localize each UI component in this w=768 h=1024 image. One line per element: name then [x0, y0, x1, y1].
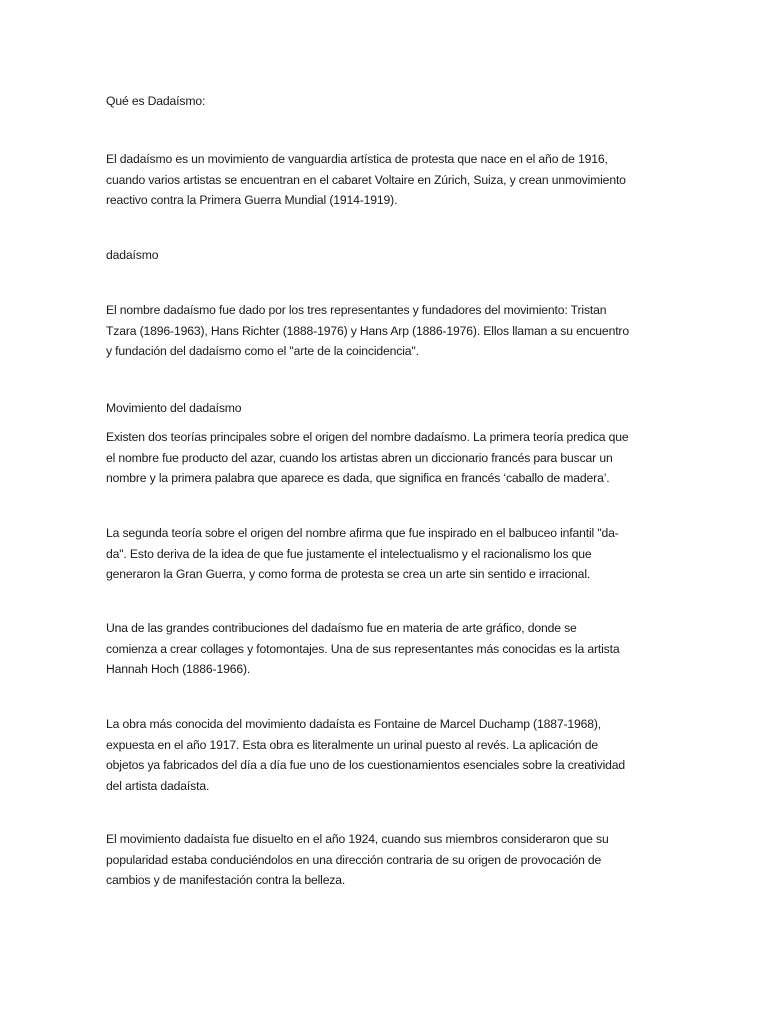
paragraph-first-theory: Existen dos teorías principales sobre el origen del nombre dadaísmo. La primera teoría predica que el nombre fue producto del azar, cuando los artistas abren un diccionario francés para buscar un nombre y la primera palabra que aparece es dada, que significa en francés ‘caballo de madera’. — [106, 430, 629, 485]
paragraph-dissolution: El movimiento dadaísta fue disuelto en el año 1924, cuando sus miembros consideraron que su popularidad estaba conduciéndolos en una dirección contraria de su origen de provocación de cambios y de manifestación contra la belleza. — [106, 832, 609, 887]
paragraph-duchamp: La obra más conocida del movimiento dadaísta es Fontaine de Marcel Duchamp (1887-1968), expuesta en el año 1917. Esta obra es literalmente un urinal puesto al revés. La aplicación de objetos ya fabricados del día a día fue uno de los cuestionamientos esenciales sobre la creatividad del artista dadaísta. — [106, 717, 626, 793]
paragraph-intro: El dadaísmo es un movimiento de vanguardia artística de protesta que nace en el año de 1916, cuando varios artistas se encuentran en el cabaret Voltaire en Zúrich, Suiza, y crean unmovimiento reactivo contra la Primera Guerra Mundial (1914-1919). — [106, 152, 626, 207]
section-heading-movimiento: Movimiento del dadaísmo — [106, 401, 242, 415]
paragraph-graphic-art: Una de las grandes contribuciones del dadaísmo fue en materia de arte gráfico, donde se comienza a crear collages y fotomontajes. Una de sus representantes más conocidas es la artista Hannah Hoch (1886-1966). — [106, 621, 620, 676]
section-heading-dadaismo: dadaísmo — [106, 248, 159, 262]
paragraph-second-theory: La segunda teoría sobre el origen del nombre afirma que fue inspirado en el balbuceo infantil "da- da". Esto deriva de la idea de que fue justamente el intelectualismo y el racionalismo los que generaron la Gran Guerra, y como forma de protesta se crea un arte sin sentido e irracional. — [106, 526, 619, 581]
paragraph-founders: El nombre dadaísmo fue dado por los tres representantes y fundadores del movimiento: Tristan Tzara (1896-1963), Hans Richter (1888-1976) y Hans Arp (1886-1976). Ellos llaman a su encuentro y fundación del dadaísmo como el "arte de la coincidencia". — [106, 303, 629, 358]
document-title: Qué es Dadaísmo: — [106, 94, 206, 108]
